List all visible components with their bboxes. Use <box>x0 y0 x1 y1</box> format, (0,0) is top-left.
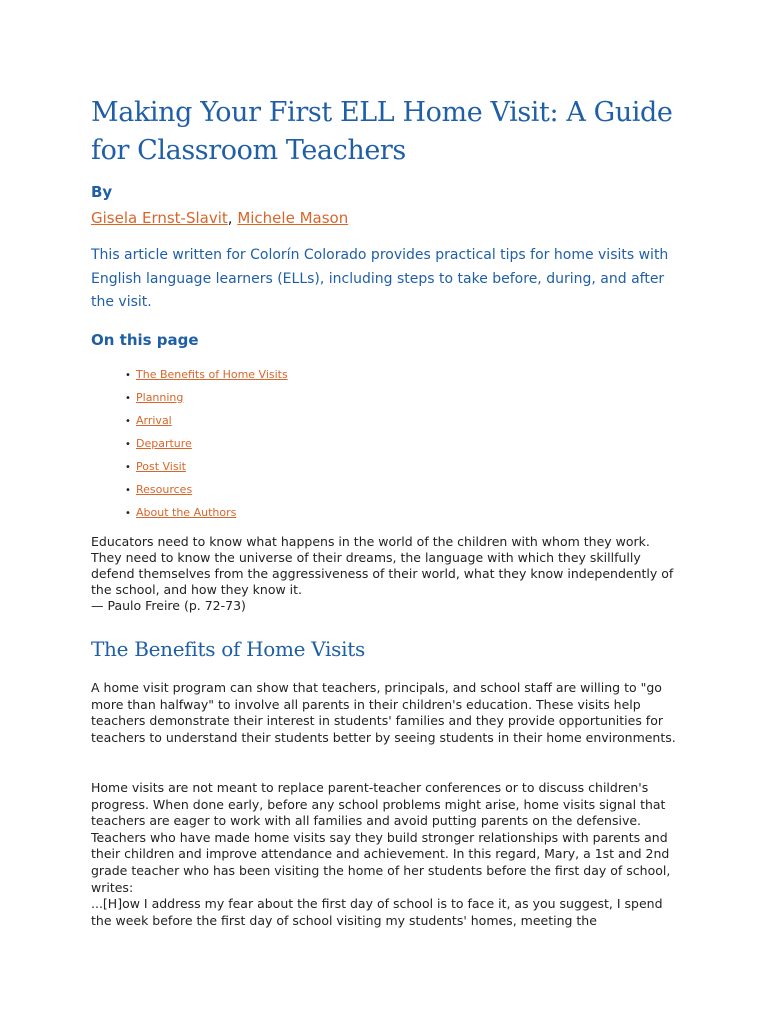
quote-attribution: — Paulo Freire (p. 72-73) <box>91 598 246 613</box>
toc-item <box>125 389 288 412</box>
toc-item <box>125 366 288 389</box>
section-heading-benefits: The Benefits of Home Visits <box>91 637 365 661</box>
bullet-icon: • <box>125 370 131 381</box>
bullet-icon: • <box>125 416 131 427</box>
toc-link-resources[interactable]: Resources <box>136 483 193 496</box>
toc-item <box>125 504 288 527</box>
table-of-contents <box>125 366 288 527</box>
author-link-ernst-slavit[interactable]: Gisela Ernst-Slavit <box>91 209 228 227</box>
bullet-icon: • <box>125 393 131 404</box>
benefits-paragraph-1: A home visit program can show that teachers, principals, and school staff are willing to "go more than halfway" to involve all parents in their children's education. These visits help teachers demonstrate their interest in students' families and they provide opportunities for teachers to understand their students better by seeing students in their home environments. <box>91 680 676 745</box>
toc-item <box>125 458 288 481</box>
author-list <box>91 208 348 228</box>
freire-quote <box>91 534 681 614</box>
toc-item <box>125 412 288 435</box>
byline-label: By <box>91 183 113 201</box>
toc-link-about-authors[interactable]: About the Authors <box>136 506 237 519</box>
bullet-icon: • <box>125 462 131 473</box>
on-this-page-heading: On this page <box>91 331 199 349</box>
article-title: Making Your First ELL Home Visit: A Guide for Classroom Teachers <box>91 97 673 166</box>
toc-item <box>125 435 288 458</box>
teacher-quote-start: ...[H]ow I address my fear about the first day of school is to face it, as you suggest, I spend the week before the first day of school visiting my students' homes, meeting the <box>91 896 663 928</box>
toc-link-post-visit[interactable]: Post Visit <box>136 460 186 473</box>
bullet-icon: • <box>125 439 131 450</box>
toc-link-benefits[interactable]: The Benefits of Home Visits <box>136 368 288 381</box>
bullet-icon: • <box>125 485 131 496</box>
toc-link-arrival[interactable]: Arrival <box>136 414 172 427</box>
author-link-mason[interactable]: Michele Mason <box>237 209 349 227</box>
quote-text: Educators need to know what happens in the world of the children with whom they work. They need to know the universe of their dreams, the language with which they skillfully defend themselves from the aggressiveness of their world, what they know independently of the school, and how they know it. <box>91 534 674 597</box>
toc-item <box>125 481 288 504</box>
benefits-paragraph-2-text: Home visits are not meant to replace parent-teacher conferences or to discuss children's progress. When done early, before any school problems might arise, home visits signal that teachers are eager to work with all families and avoid putting parents on the defensive. Teachers who have made home visits say they build stronger relationships with parents and their children and improve attendance and achievement. In this regard, Mary, a 1st and 2nd grade teacher who has been visiting the home of her students before the first day of school, writes: <box>91 780 671 895</box>
toc-link-planning[interactable]: Planning <box>136 391 184 404</box>
article-intro: This article written for Colorín Colorado provides practical tips for home visits with English language learners (ELLs), including steps to take before, during, and after the visit. <box>91 247 669 310</box>
bullet-icon: • <box>125 508 131 519</box>
toc-link-departure[interactable]: Departure <box>136 437 192 450</box>
author-separator: , <box>227 209 238 227</box>
benefits-paragraph-2 <box>91 780 681 929</box>
